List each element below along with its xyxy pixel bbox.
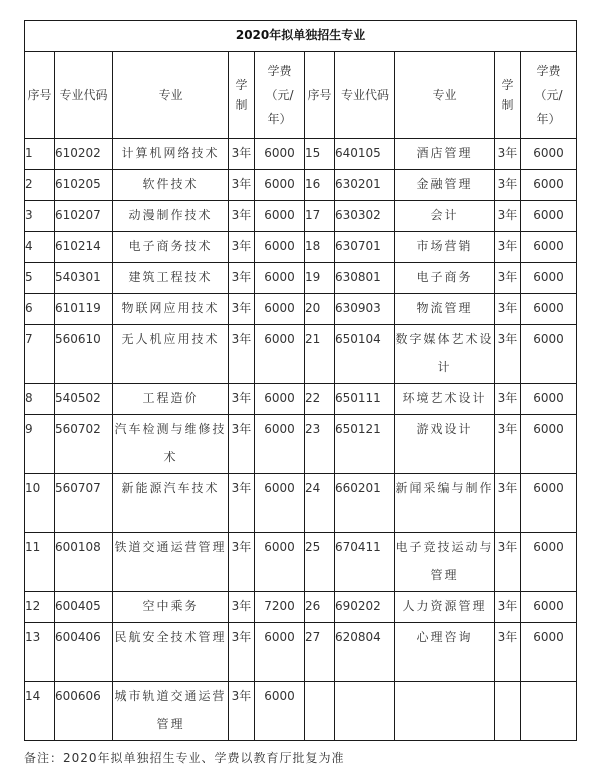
duration-cell: 3年: [495, 232, 521, 263]
header-code-b-label: 专业代码: [340, 88, 389, 102]
code-cell: 560702: [55, 415, 113, 474]
seq-cell: 7: [25, 325, 55, 384]
empty-cell: [335, 682, 395, 741]
header-duration-label: 学制: [235, 78, 248, 112]
duration-cell: 3年: [495, 623, 521, 682]
table-row: [25, 592, 577, 623]
fee-cell: 6000: [255, 201, 305, 232]
table-row: [25, 384, 577, 415]
major-cell: 会计: [395, 201, 495, 232]
header-code-b: [335, 52, 395, 139]
seq-cell: 23: [305, 415, 335, 474]
duration-cell: 3年: [229, 232, 255, 263]
major-cell: 计算机网络技术: [113, 139, 229, 170]
seq-cell: 27: [305, 623, 335, 682]
code-cell: 600406: [55, 623, 113, 682]
code-cell: 630903: [335, 294, 395, 325]
code-cell: 610214: [55, 232, 113, 263]
duration-cell: 3年: [495, 139, 521, 170]
header-fee-b: [521, 52, 577, 139]
duration-cell: 3年: [229, 474, 255, 533]
major-cell: 城市轨道交通运营管理: [113, 682, 229, 741]
fee-cell: 6000: [255, 384, 305, 415]
table-row: [25, 474, 577, 533]
fee-cell: 6000: [255, 232, 305, 263]
major-cell: 民航安全技术管理: [113, 623, 229, 682]
major-cell: 新闻采编与制作: [395, 474, 495, 533]
table-row: [25, 623, 577, 682]
duration-cell: 3年: [229, 201, 255, 232]
duration-cell: 3年: [495, 325, 521, 384]
table-row: [25, 325, 577, 384]
major-cell: 无人机应用技术: [113, 325, 229, 384]
seq-cell: 10: [25, 474, 55, 533]
major-cell: 金融管理: [395, 170, 495, 201]
table-row: [25, 682, 577, 741]
fee-cell: 6000: [521, 201, 577, 232]
fee-cell: 6000: [521, 474, 577, 533]
code-cell: 650111: [335, 384, 395, 415]
fee-cell: 6000: [255, 263, 305, 294]
empty-cell: [305, 682, 335, 741]
seq-cell: 19: [305, 263, 335, 294]
admissions-document: [24, 20, 576, 741]
duration-cell: 3年: [495, 533, 521, 592]
major-cell: 电子商务: [395, 263, 495, 294]
code-cell: 640105: [335, 139, 395, 170]
duration-cell: 3年: [495, 170, 521, 201]
duration-cell: 3年: [229, 682, 255, 741]
header-major-b: 专业: [395, 52, 495, 139]
major-cell: 铁道交通运营管理: [113, 533, 229, 592]
code-cell: 600405: [55, 592, 113, 623]
fee-cell: 6000: [521, 232, 577, 263]
fee-cell: 6000: [521, 533, 577, 592]
majors-table: [24, 20, 577, 741]
major-cell: 数字媒体艺术设计: [395, 325, 495, 384]
duration-cell: 3年: [495, 263, 521, 294]
duration-cell: 3年: [229, 170, 255, 201]
duration-cell: 3年: [495, 294, 521, 325]
table-row: [25, 415, 577, 474]
fee-cell: 6000: [255, 533, 305, 592]
fee-cell: 6000: [255, 682, 305, 741]
fee-cell: 6000: [255, 139, 305, 170]
seq-cell: 6: [25, 294, 55, 325]
duration-cell: 3年: [495, 384, 521, 415]
duration-cell: 3年: [229, 384, 255, 415]
seq-cell: 24: [305, 474, 335, 533]
major-cell: 动漫制作技术: [113, 201, 229, 232]
fee-cell: 6000: [521, 170, 577, 201]
header-seq: 序号: [25, 52, 55, 139]
seq-cell: 16: [305, 170, 335, 201]
empty-cell: [495, 682, 521, 741]
footnote: 备注：2020年拟单独招生专业、学费以教育厅批复为准: [24, 751, 345, 765]
fee-cell: 6000: [521, 294, 577, 325]
fee-cell: 6000: [521, 415, 577, 474]
seq-cell: 3: [25, 201, 55, 232]
major-cell: 电子竞技运动与管理: [395, 533, 495, 592]
duration-cell: 3年: [229, 533, 255, 592]
major-cell: 空中乘务: [113, 592, 229, 623]
fee-cell: 7200: [255, 592, 305, 623]
duration-cell: 3年: [229, 139, 255, 170]
code-cell: 540301: [55, 263, 113, 294]
fee-cell: 6000: [255, 415, 305, 474]
duration-cell: 3年: [229, 415, 255, 474]
code-cell: 630302: [335, 201, 395, 232]
major-cell: 物流管理: [395, 294, 495, 325]
header-major: 专业: [113, 52, 229, 139]
code-cell: 610202: [55, 139, 113, 170]
duration-cell: 3年: [495, 415, 521, 474]
duration-cell: 3年: [495, 474, 521, 533]
duration-cell: 3年: [495, 201, 521, 232]
major-cell: 市场营销: [395, 232, 495, 263]
major-cell: 游戏设计: [395, 415, 495, 474]
duration-cell: 3年: [495, 592, 521, 623]
fee-cell: 6000: [255, 623, 305, 682]
code-cell: 620804: [335, 623, 395, 682]
duration-cell: 3年: [229, 294, 255, 325]
seq-cell: 11: [25, 533, 55, 592]
code-cell: 690202: [335, 592, 395, 623]
header-fee-b-label: 学费（元/年）: [534, 64, 563, 126]
major-cell: 建筑工程技术: [113, 263, 229, 294]
table-row: [25, 232, 577, 263]
seq-cell: 21: [305, 325, 335, 384]
fee-cell: 6000: [521, 384, 577, 415]
fee-cell: 6000: [521, 325, 577, 384]
code-cell: 670411: [335, 533, 395, 592]
seq-cell: 15: [305, 139, 335, 170]
code-cell: 560707: [55, 474, 113, 533]
header-seq-b: 序号: [305, 52, 335, 139]
duration-cell: 3年: [229, 325, 255, 384]
major-cell: 酒店管理: [395, 139, 495, 170]
code-cell: 610207: [55, 201, 113, 232]
fee-cell: 6000: [255, 325, 305, 384]
seq-cell: 18: [305, 232, 335, 263]
major-cell: 新能源汽车技术: [113, 474, 229, 533]
seq-cell: 4: [25, 232, 55, 263]
table-row: [25, 263, 577, 294]
major-cell: 心理咨询: [395, 623, 495, 682]
seq-cell: 17: [305, 201, 335, 232]
fee-cell: 6000: [521, 139, 577, 170]
table-row: [25, 170, 577, 201]
seq-cell: 14: [25, 682, 55, 741]
seq-cell: 1: [25, 139, 55, 170]
code-cell: 540502: [55, 384, 113, 415]
fee-cell: 6000: [255, 170, 305, 201]
seq-cell: 26: [305, 592, 335, 623]
code-cell: 560610: [55, 325, 113, 384]
fee-cell: 6000: [521, 263, 577, 294]
major-cell: 汽车检测与维修技术: [113, 415, 229, 474]
major-cell: 软件技术: [113, 170, 229, 201]
header-fee-label: 学费（元/年）: [265, 64, 294, 126]
header-fee: [255, 52, 305, 139]
code-cell: 600606: [55, 682, 113, 741]
major-cell: 人力资源管理: [395, 592, 495, 623]
seq-cell: 12: [25, 592, 55, 623]
code-cell: 610119: [55, 294, 113, 325]
seq-cell: 25: [305, 533, 335, 592]
duration-cell: 3年: [229, 623, 255, 682]
table-row: [25, 533, 577, 592]
seq-cell: 22: [305, 384, 335, 415]
major-cell: 工程造价: [113, 384, 229, 415]
table-row: [25, 294, 577, 325]
duration-cell: 3年: [229, 263, 255, 294]
code-cell: 610205: [55, 170, 113, 201]
empty-cell: [521, 682, 577, 741]
code-cell: 630701: [335, 232, 395, 263]
code-cell: 630201: [335, 170, 395, 201]
empty-cell: [395, 682, 495, 741]
seq-cell: 13: [25, 623, 55, 682]
major-cell: 环境艺术设计: [395, 384, 495, 415]
duration-cell: 3年: [229, 592, 255, 623]
code-cell: 650121: [335, 415, 395, 474]
header-code: 专业代码: [55, 52, 113, 139]
table-row: [25, 201, 577, 232]
code-cell: 600108: [55, 533, 113, 592]
major-cell: 物联网应用技术: [113, 294, 229, 325]
fee-cell: 6000: [521, 592, 577, 623]
seq-cell: 9: [25, 415, 55, 474]
seq-cell: 5: [25, 263, 55, 294]
seq-cell: 2: [25, 170, 55, 201]
header-duration: [229, 52, 255, 139]
header-duration-b-label: 学制: [501, 78, 514, 112]
code-cell: 660201: [335, 474, 395, 533]
code-cell: 630801: [335, 263, 395, 294]
table-row: [25, 139, 577, 170]
table-header-row: [25, 52, 577, 139]
fee-cell: 6000: [255, 474, 305, 533]
code-cell: 650104: [335, 325, 395, 384]
header-duration-b: [495, 52, 521, 139]
fee-cell: 6000: [521, 623, 577, 682]
table-title: 2020年拟单独招生专业: [25, 21, 577, 52]
fee-cell: 6000: [255, 294, 305, 325]
seq-cell: 8: [25, 384, 55, 415]
seq-cell: 20: [305, 294, 335, 325]
major-cell: 电子商务技术: [113, 232, 229, 263]
